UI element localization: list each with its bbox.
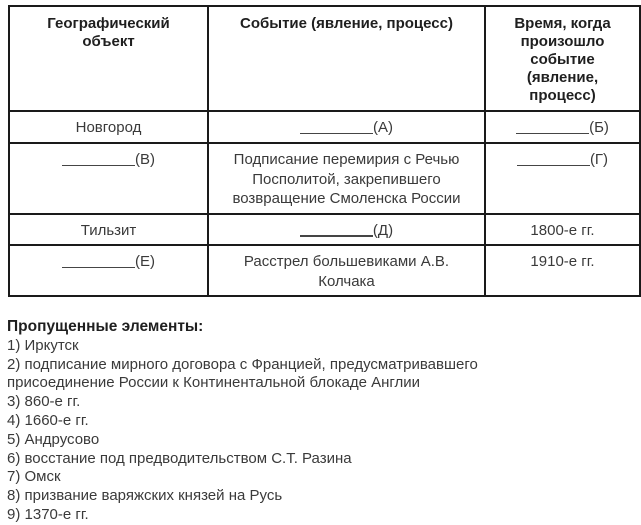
missing-item-2: 2) подписание мирного договора с Францией, предусматривавшего присоединение России к Континентальной блокаде Англии [7, 355, 478, 392]
header-time: Время, когда произошло событие (явление, процесс) [485, 6, 640, 111]
answer-blank-b [516, 119, 609, 136]
blank-line [62, 267, 135, 269]
header-event: Событие (явление, процесс) [208, 6, 485, 111]
missing-item-7: 7) Омск [7, 468, 61, 486]
cell-time-1-blank [485, 111, 640, 143]
table-row-3 [9, 214, 640, 246]
missing-item-5: 5) Андрусово [7, 430, 100, 448]
cell-object-1: Новгород [9, 111, 208, 143]
cell-object-2-blank [9, 143, 208, 214]
cell-event-4: Расстрел большевиками А.В. Колчака [208, 245, 485, 296]
missing-item-4: 4) 1660-е гг. [7, 411, 89, 429]
missing-item-9: 9) 1370-е гг. [7, 505, 89, 523]
cell-object-3: Тильзит [9, 214, 208, 246]
blank-label: (В) [135, 151, 155, 168]
missing-item-3: 3) 860-е гг. [7, 393, 81, 411]
matching-table [8, 5, 641, 297]
blank-label: (Б) [589, 119, 609, 136]
blank-line [516, 133, 589, 135]
blank-line [300, 235, 373, 237]
answer-blank-d [300, 222, 393, 239]
answer-blank-e [62, 253, 155, 270]
blank-label: (Д) [372, 221, 394, 239]
answer-blank-g [517, 151, 608, 168]
cell-time-4: 1910-е гг. [485, 245, 640, 296]
header-geographic-object: Географический объект [9, 6, 208, 111]
blank-label: (Е) [135, 253, 155, 270]
cell-event-1-blank [208, 111, 485, 143]
cell-time-2-blank [485, 143, 640, 214]
cell-time-3: 1800-е гг. [485, 214, 640, 246]
blank-line [517, 165, 590, 167]
answer-blank-v [62, 151, 155, 168]
blank-label: (Г) [589, 151, 609, 168]
blank-line [300, 133, 373, 135]
cell-event-2: Подписание перемирия с Речью Посполитой, закрепившего возвращение Смоленска России [208, 143, 485, 214]
blank-line [62, 165, 135, 167]
missing-elements-title: Пропущенные элементы: [7, 318, 204, 335]
cell-object-4-blank [9, 245, 208, 296]
answer-blank-a [300, 119, 393, 136]
table-header-row [9, 6, 640, 111]
table-row-4 [9, 245, 640, 296]
missing-item-8: 8) призвание варяжских князей на Русь [7, 487, 283, 505]
table-row-1 [9, 111, 640, 143]
missing-item-6: 6) восстание под предводительством С.Т. Разина [7, 449, 352, 467]
table-row-2 [9, 143, 640, 214]
blank-label: (А) [373, 119, 393, 136]
cell-event-3-blank [208, 214, 485, 246]
missing-item-1: 1) Иркутск [7, 336, 79, 354]
missing-elements-section [7, 318, 557, 525]
